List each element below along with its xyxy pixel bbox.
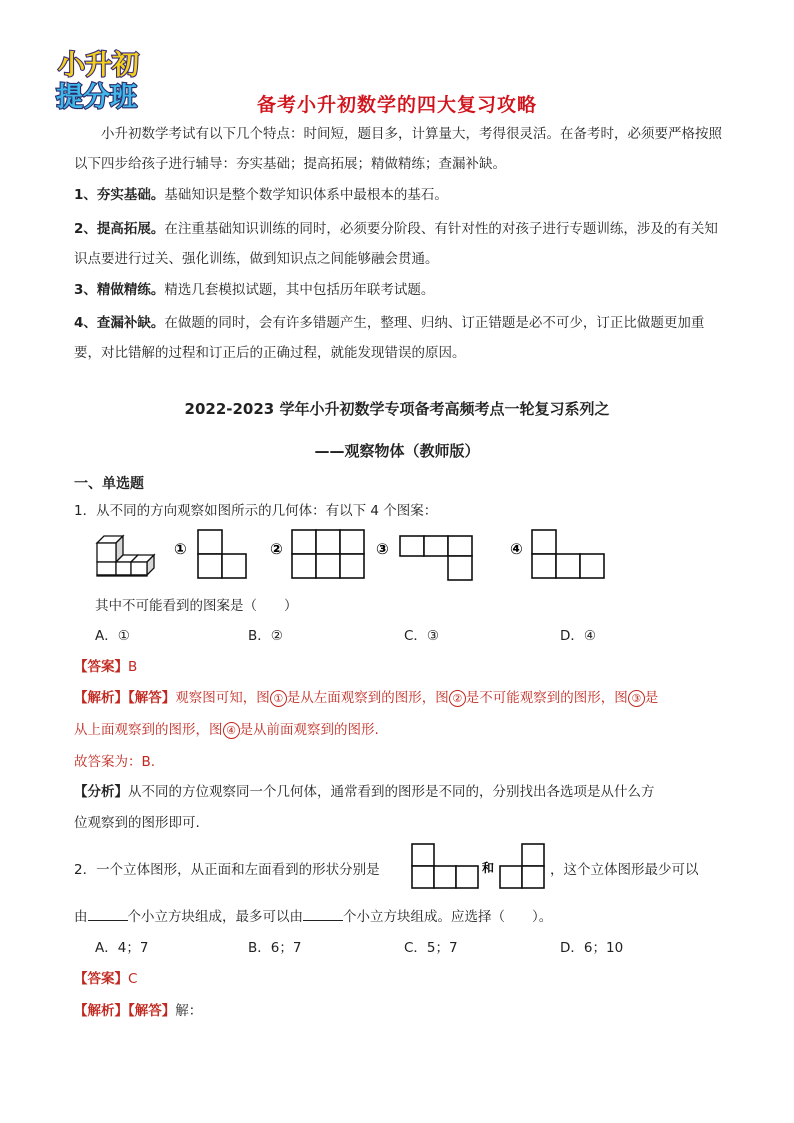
q1-figures xyxy=(92,528,612,586)
q1-prompt: 其中不可能看到的图案是（ ） xyxy=(95,598,298,614)
step-1-head: 1、夯实基础。 xyxy=(74,187,165,203)
q2-line2 xyxy=(74,905,552,925)
q1-answer-value: B xyxy=(128,659,138,675)
q1-analysis-circle-3: ③ xyxy=(628,690,645,707)
q1-option-d[interactable]: D．④ xyxy=(560,628,596,644)
q2-line2-c: 个小立方块组成。应选择（ ）。 xyxy=(343,909,553,925)
q1-analysis-line1 xyxy=(74,686,724,707)
q2-stem-b: ，这个立体图形最少可以 xyxy=(550,862,699,878)
step-4-text: 在做题的同时，会有许多错题产生，整理、归纳、订正错题是必不可少，订正比做题更加重要，对比错解的过程和订正后的正确过程，就能发现错误的原因。 xyxy=(74,315,705,361)
q2-answer-tag: 【答案】 xyxy=(74,971,128,987)
q2-stem-a: 2．一个立体图形，从正面和左面看到的形状分别是 xyxy=(74,862,380,878)
q1-analysis-line2 xyxy=(74,718,379,739)
q1-option-b[interactable]: B．② xyxy=(248,628,283,644)
q1-solid-figure xyxy=(97,536,154,576)
q1-analysis-circle-2: ② xyxy=(449,690,466,707)
q1-analysis-tag: 【解析】【解答】 xyxy=(74,690,176,706)
q2-option-c[interactable]: C．5；7 xyxy=(404,940,458,956)
q2-he: 和 xyxy=(482,861,495,875)
step-2-text: 在注重基础知识训练的同时，必须要分阶段、有针对性的对孩子进行专题训练，涉及的有关知识点要进行过关、强化训练，做到知识点之间能够融会贯通。 xyxy=(74,221,718,267)
q1-figure-1 xyxy=(198,530,246,578)
q2-option-d[interactable]: D．6；10 xyxy=(560,940,624,956)
step-3-head: 3、精做精练。 xyxy=(74,282,165,298)
q1-option-a[interactable]: A．① xyxy=(95,628,130,644)
q1-option-c[interactable]: C．③ xyxy=(404,628,440,644)
q2-answer xyxy=(74,967,137,987)
intro-paragraph: 小升初数学考试有以下几个特点：时间短，题目多，计算量大，考得很灵活。在备考时，必须要严格按照以下四步给孩子进行辅导：夯实基础；提高拓展；精做精练；查漏补缺。 xyxy=(74,126,722,172)
q2-option-b[interactable]: B．6；7 xyxy=(248,940,302,956)
q2-blank-2[interactable] xyxy=(303,906,343,921)
q2-left-view xyxy=(500,844,544,888)
q1-analysis-text-b: 是从左面观察到的图形，图 xyxy=(286,690,449,706)
q1-fenxi-line2: 位观察到的图形即可. xyxy=(74,815,200,831)
q1-answer xyxy=(74,655,137,675)
q2-option-a[interactable]: A．4；7 xyxy=(95,940,149,956)
q1-figure-label-3: ③ xyxy=(376,540,389,558)
q2-line2-b: 个小立方块组成，最多可以由 xyxy=(127,909,303,925)
series-title: 2022-2023 学年小升初数学专项备考高频考点一轮复习系列之 xyxy=(184,400,610,418)
q1-analysis-circle-1: ① xyxy=(270,690,287,707)
q1-fenxi-line1 xyxy=(74,780,724,800)
q1-figure-2 xyxy=(292,530,364,578)
q2-answer-value: C xyxy=(128,971,138,987)
q1-fenxi-text-a: 从不同的方位观察同一个几何体，通常看到的图形是不同的，分别找出各选项是从什么方 xyxy=(128,784,655,800)
q1-final-answer: 故答案为：B. xyxy=(74,754,156,770)
q1-figure-label-4: ④ xyxy=(510,540,523,558)
q2-figures xyxy=(410,842,546,890)
step-3-text: 精选几套模拟试题，其中包括历年联考试题。 xyxy=(164,282,435,298)
logo-line2: 提分班 xyxy=(56,82,137,113)
step-4-head: 4、查漏补缺。 xyxy=(74,315,165,331)
q1-analysis-text-c: 是不可能观察到的图形，图 xyxy=(465,690,628,706)
q1-fenxi-tag: 【分析】 xyxy=(74,784,128,800)
page-title: 备考小升初数学的四大复习攻略 xyxy=(256,94,537,116)
series-subtitle: ——观察物体（教师版） xyxy=(314,442,480,460)
q1-figure-3 xyxy=(400,536,472,580)
q2-line2-a: 由 xyxy=(74,909,88,925)
q1-stem: 1．从不同的方向观察如图所示的几何体：有以下 4 个图案： xyxy=(74,503,438,519)
step-3 xyxy=(74,275,724,305)
q1-analysis-text-f: 是从前面观察到的图形. xyxy=(239,722,379,738)
logo-line1: 小升初 xyxy=(58,50,139,81)
q2-analysis xyxy=(74,999,202,1019)
q2-analysis-tag: 【解析】【解答】 xyxy=(74,1003,176,1019)
step-2-head: 2、提高拓展。 xyxy=(74,221,165,237)
q1-answer-tag: 【答案】 xyxy=(74,659,128,675)
step-4 xyxy=(74,308,724,368)
q1-figure-4 xyxy=(532,530,604,578)
step-1-text: 基础知识是整个数学知识体系中最根本的基石。 xyxy=(164,187,448,203)
q1-analysis-circle-4: ④ xyxy=(223,722,240,739)
q1-figure-label-1: ① xyxy=(174,540,187,558)
q1-analysis-text-d: 是 xyxy=(644,690,659,706)
step-1 xyxy=(74,180,724,210)
q2-front-view xyxy=(412,844,478,888)
q1-analysis-text-a: 观察图可知，图 xyxy=(175,690,270,706)
q2-blank-1[interactable] xyxy=(88,906,128,921)
q1-figure-label-2: ② xyxy=(270,540,283,558)
step-2 xyxy=(74,214,724,274)
section-title: 一、单选题 xyxy=(74,476,144,492)
q1-analysis-text-e: 从上面观察到的图形，图 xyxy=(74,722,223,738)
q2-analysis-text: 解： xyxy=(175,1003,203,1019)
